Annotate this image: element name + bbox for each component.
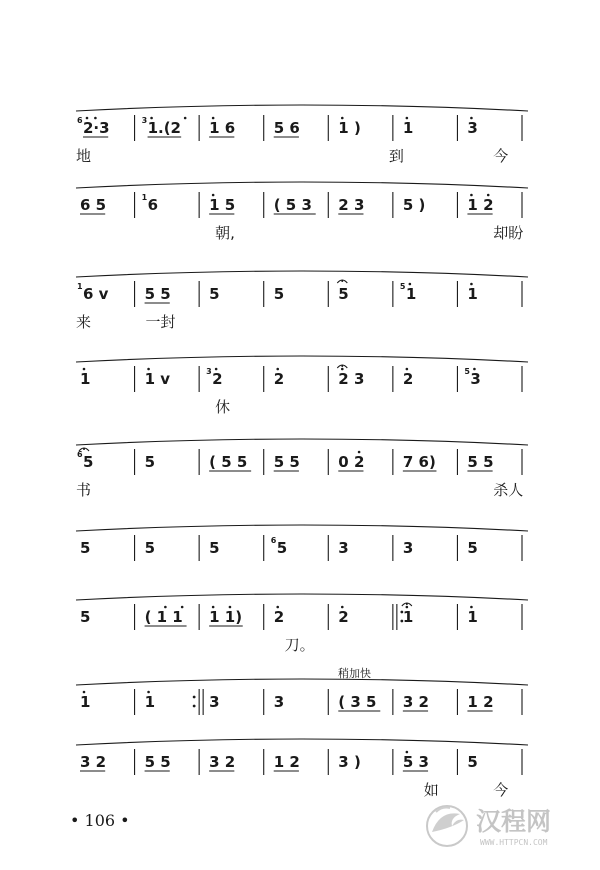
note-group: 1 — [80, 370, 91, 388]
watermark-logo-icon — [427, 806, 467, 846]
score-row — [76, 525, 528, 561]
note-group: 7 6) — [402, 453, 436, 471]
watermark-text: 汉程网 — [476, 807, 552, 836]
note-group: 1 ) — [338, 119, 361, 137]
lyric: 休 — [215, 398, 231, 416]
note-group: 2 — [402, 370, 414, 388]
octave-dot — [276, 606, 279, 609]
grace-note: 5 — [399, 282, 406, 291]
note-group: 1 2 — [273, 753, 300, 771]
note-group: 5 5 — [273, 453, 300, 471]
score-row — [76, 271, 528, 331]
note-group: 3 — [338, 539, 349, 557]
note-group: ( 5 3 — [273, 196, 312, 214]
note-group: 2 — [338, 608, 349, 626]
note-group: 5 — [144, 539, 156, 557]
octave-dot — [147, 691, 150, 694]
note-group: 3 2 — [80, 753, 107, 771]
note-group: 3 ) — [338, 753, 361, 771]
octave-dot — [94, 117, 97, 120]
octave-dot — [229, 606, 232, 609]
note-group: 5 5 — [467, 453, 494, 471]
note-group: 1 6 — [209, 119, 236, 137]
grace-note: 1 — [141, 193, 148, 202]
note-group: 2·3 — [83, 119, 110, 137]
score-row — [76, 356, 528, 416]
slur-mark — [76, 105, 528, 111]
note-group: 2 — [273, 608, 285, 626]
lyric: 来 — [76, 313, 92, 331]
octave-dot — [83, 691, 86, 694]
note-group: 3 — [467, 119, 478, 137]
score-row — [76, 666, 528, 715]
octave-dot — [83, 368, 86, 371]
note-group: 5 — [80, 608, 91, 626]
fermata-dot — [406, 603, 408, 605]
watermark — [427, 806, 551, 847]
score-row — [76, 594, 528, 654]
note-group: 5 — [273, 285, 285, 303]
lyric: 刀。 — [284, 636, 315, 654]
octave-dot — [184, 117, 187, 120]
note-group: 2 3 — [338, 370, 365, 388]
score-row — [76, 439, 528, 499]
note-group: 1 5 — [209, 196, 236, 214]
slur-mark — [76, 525, 528, 531]
note-group: 3 2 — [402, 693, 429, 711]
octave-dot — [470, 194, 473, 197]
octave-dot — [358, 451, 361, 454]
note-group: 6 — [147, 196, 159, 214]
note-group: 1 — [80, 693, 91, 711]
note-group: 6 5 — [80, 196, 107, 214]
octave-dot — [212, 194, 215, 197]
note-group: 1 — [402, 608, 414, 626]
octave-dot — [406, 368, 409, 371]
grace-note: 5 — [464, 367, 471, 376]
note-group: 3 — [470, 370, 481, 388]
octave-dot — [406, 606, 409, 609]
note-group: ( 1 1 — [144, 608, 183, 626]
octave-dot — [470, 117, 473, 120]
octave-dot — [212, 606, 215, 609]
lyric: 朝, — [215, 224, 235, 242]
octave-dot — [181, 606, 184, 609]
note-group: 2 — [273, 370, 285, 388]
repeat-dot — [193, 705, 196, 708]
slur-mark — [76, 679, 528, 685]
score-row — [76, 182, 528, 242]
note-group: 1 — [405, 285, 417, 303]
lyric: 一封 — [145, 313, 176, 331]
octave-dot — [164, 606, 167, 609]
slur-mark — [76, 594, 528, 600]
octave-dot — [406, 751, 409, 754]
octave-dot — [487, 194, 490, 197]
octave-dot — [406, 117, 409, 120]
note-group: 5 — [467, 539, 478, 557]
note-group: 3 — [402, 539, 414, 557]
slur-mark — [76, 739, 528, 745]
slur-mark — [76, 182, 528, 188]
note-group: 0 2 — [338, 453, 365, 471]
octave-dot — [147, 368, 150, 371]
note-group: ( 3 5 — [338, 693, 377, 711]
note-group: 5 — [80, 539, 91, 557]
octave-dot — [470, 606, 473, 609]
grace-note: 3 — [141, 116, 148, 125]
grace-note: 1 — [77, 282, 83, 291]
octave-dot — [215, 368, 218, 371]
note-group: 5 6 — [273, 119, 300, 137]
note-group: 1.(2 — [147, 119, 182, 137]
octave-dot — [276, 368, 279, 371]
grace-note: 6 — [270, 536, 277, 545]
watermark-url: WWW.HTTPCN.COM — [480, 838, 548, 847]
note-group: 3 2 — [209, 753, 236, 771]
grace-note: 3 — [206, 367, 212, 376]
note-group: 1 — [402, 119, 414, 137]
slur-mark — [76, 439, 528, 445]
octave-dot — [473, 368, 476, 371]
note-group: 1 2 — [467, 693, 494, 711]
note-group: 3 — [273, 693, 285, 711]
note-group: 2 3 — [338, 196, 365, 214]
lyric: 杀人 — [493, 481, 524, 499]
score-row — [76, 739, 528, 799]
octave-dot — [212, 117, 215, 120]
note-group: 5 — [209, 539, 220, 557]
octave-dot — [86, 117, 89, 120]
lyric: 书 — [76, 481, 92, 499]
note-group: ( 5 5 — [209, 453, 248, 471]
octave-dot — [341, 606, 344, 609]
page-number: • 106 • — [70, 811, 130, 830]
slur-mark — [76, 356, 528, 362]
score-row — [76, 105, 528, 165]
lyric: 却盼 — [493, 224, 524, 242]
note-group: 5 3 — [402, 753, 429, 771]
score-rows — [76, 105, 528, 799]
note-group: 1 — [467, 608, 478, 626]
note-group: 1 2 — [467, 196, 494, 214]
note-group: 5 — [467, 753, 478, 771]
lyric: 今 — [493, 147, 509, 165]
note-group: 5 — [144, 453, 156, 471]
octave-dot — [409, 283, 412, 286]
octave-dot — [150, 117, 153, 120]
tempo-marking: 稍加快 — [338, 667, 371, 680]
fermata-dot — [83, 448, 85, 450]
octave-dot — [341, 117, 344, 120]
fermata-dot — [341, 365, 343, 367]
note-group: 5 — [83, 453, 94, 471]
octave-dot — [341, 368, 344, 371]
note-group: 5 ) — [402, 196, 426, 214]
note-group: 5 — [209, 285, 220, 303]
grace-note: 6 — [77, 450, 83, 459]
note-group: 1 v — [144, 370, 171, 388]
repeat-dot — [193, 696, 196, 699]
note-group: 2 — [212, 370, 223, 388]
lyric: 今 — [493, 781, 509, 799]
note-group: 5 — [276, 539, 288, 557]
note-group: 1 — [467, 285, 478, 303]
lyric: 地 — [76, 147, 92, 165]
slur-mark — [76, 271, 528, 277]
fermata-dot — [341, 280, 343, 282]
lyric: 如 — [423, 781, 439, 799]
note-group: 5 5 — [144, 753, 171, 771]
note-group: 5 — [338, 285, 349, 303]
note-group: 1 1) — [209, 608, 243, 626]
note-group: 6 v — [83, 285, 109, 303]
grace-note: 6 — [77, 116, 83, 125]
note-group: 1 — [144, 693, 156, 711]
note-group: 3 — [209, 693, 220, 711]
lyric: 到 — [388, 147, 404, 165]
octave-dot — [470, 283, 473, 286]
note-group: 5 5 — [144, 285, 171, 303]
